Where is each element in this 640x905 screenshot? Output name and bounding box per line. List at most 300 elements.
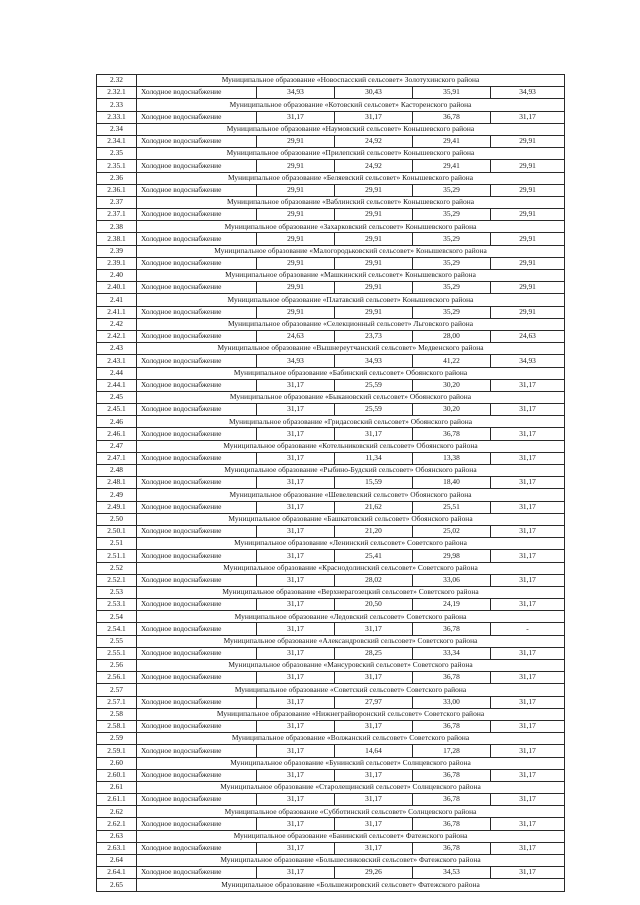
- tariff-value-3: 18,40: [413, 477, 491, 489]
- sub-row-number: 2.49.1: [97, 501, 137, 513]
- municipality-name: Муниципальное образование «Мансуровский сельсовет» Советского района: [137, 660, 565, 672]
- municipality-name: Муниципальное образование «Малогородьковский сельсовет» Конышевского района: [137, 245, 565, 257]
- row-number: 2.58: [97, 708, 137, 720]
- municipality-row: [97, 245, 565, 257]
- tariff-row: [97, 501, 565, 513]
- tariff-row: [97, 306, 565, 318]
- municipality-name: Муниципальное образование «Ваблинский сельсовет» Конышевского района: [137, 196, 565, 208]
- tariff-value-4: 31,17: [491, 452, 565, 464]
- tariff-value-4: 31,17: [491, 842, 565, 854]
- tariff-value-1: 31,17: [257, 647, 335, 659]
- tariff-value-1: 29,91: [257, 282, 335, 294]
- municipality-name: Муниципальное образование «Ледовский сельсовет» Советского района: [137, 611, 565, 623]
- municipality-name: Муниципальное образование «Прилепский сельсовет» Конышевского района: [137, 148, 565, 160]
- sub-row-number: 2.64.1: [97, 867, 137, 879]
- row-number: 2.62: [97, 806, 137, 818]
- service-name: Холодное водоснабжение: [137, 160, 257, 172]
- tariff-value-2: 31,17: [335, 720, 413, 732]
- tariff-row: [97, 745, 565, 757]
- tariff-value-4: 31,17: [491, 111, 565, 123]
- tariff-value-1: 31,17: [257, 623, 335, 635]
- tariff-value-1: 31,17: [257, 794, 335, 806]
- row-number: 2.43: [97, 343, 137, 355]
- row-number: 2.46: [97, 416, 137, 428]
- service-name: Холодное водоснабжение: [137, 379, 257, 391]
- tariff-value-1: 29,91: [257, 257, 335, 269]
- sub-row-number: 2.34.1: [97, 135, 137, 147]
- sub-row-number: 2.57.1: [97, 696, 137, 708]
- municipality-row: [97, 879, 565, 891]
- service-name: Холодное водоснабжение: [137, 209, 257, 221]
- tariff-value-3: 36,78: [413, 794, 491, 806]
- tariff-row: [97, 330, 565, 342]
- municipality-name: Муниципальное образование «Беляевский сельсовет» Конышевского района: [137, 172, 565, 184]
- tariff-value-3: 36,78: [413, 623, 491, 635]
- sub-row-number: 2.52.1: [97, 574, 137, 586]
- tariff-value-1: 31,17: [257, 599, 335, 611]
- tariff-row: [97, 355, 565, 367]
- service-name: Холодное водоснабжение: [137, 818, 257, 830]
- row-number: 2.42: [97, 318, 137, 330]
- row-number: 2.53: [97, 586, 137, 598]
- tariff-value-3: 34,53: [413, 867, 491, 879]
- municipality-row: [97, 391, 565, 403]
- tariff-row: [97, 550, 565, 562]
- row-number: 2.60: [97, 757, 137, 769]
- tariff-row: [97, 184, 565, 196]
- tariff-value-1: 31,17: [257, 720, 335, 732]
- tariff-value-3: 35,91: [413, 87, 491, 99]
- tariff-value-4: 31,17: [491, 647, 565, 659]
- service-name: Холодное водоснабжение: [137, 501, 257, 513]
- tariff-value-4: 31,17: [491, 428, 565, 440]
- municipality-row: [97, 806, 565, 818]
- tariff-value-3: 33,34: [413, 647, 491, 659]
- sub-row-number: 2.42.1: [97, 330, 137, 342]
- municipality-row: [97, 123, 565, 135]
- municipality-name: Муниципальное образование «Котельниковский сельсовет» Обоянского района: [137, 440, 565, 452]
- municipality-row: [97, 489, 565, 501]
- tariff-value-3: 36,78: [413, 769, 491, 781]
- municipality-name: Муниципальное образование «Краснодолинский сельсовет» Советского района: [137, 562, 565, 574]
- tariff-value-2: 29,91: [335, 282, 413, 294]
- row-number: 2.48: [97, 465, 137, 477]
- tariff-document: [96, 74, 564, 892]
- tariff-value-2: 24,92: [335, 135, 413, 147]
- tariff-value-4: 31,17: [491, 477, 565, 489]
- tariff-row: [97, 477, 565, 489]
- tariff-value-4: 31,17: [491, 818, 565, 830]
- tariff-value-3: 29,41: [413, 160, 491, 172]
- tariff-row: [97, 720, 565, 732]
- municipality-row: [97, 538, 565, 550]
- tariff-value-2: 30,43: [335, 87, 413, 99]
- service-name: Холодное водоснабжение: [137, 184, 257, 196]
- municipality-row: [97, 270, 565, 282]
- sub-row-number: 2.36.1: [97, 184, 137, 196]
- tariff-value-2: 31,17: [335, 818, 413, 830]
- service-name: Холодное водоснабжение: [137, 745, 257, 757]
- municipality-name: Муниципальное образование «Платавский сельсовет» Конышевского района: [137, 294, 565, 306]
- sub-row-number: 2.58.1: [97, 720, 137, 732]
- municipality-row: [97, 221, 565, 233]
- sub-row-number: 2.40.1: [97, 282, 137, 294]
- municipality-row: [97, 196, 565, 208]
- tariff-value-2: 31,17: [335, 623, 413, 635]
- tariff-value-2: 31,17: [335, 672, 413, 684]
- row-number: 2.54: [97, 611, 137, 623]
- tariff-value-3: 35,29: [413, 282, 491, 294]
- tariff-row: [97, 160, 565, 172]
- tariff-value-4: 29,91: [491, 160, 565, 172]
- tariff-value-1: 29,91: [257, 160, 335, 172]
- service-name: Холодное водоснабжение: [137, 550, 257, 562]
- tariff-value-1: 31,17: [257, 404, 335, 416]
- tariff-value-1: 29,91: [257, 306, 335, 318]
- tariff-value-1: 31,17: [257, 769, 335, 781]
- municipality-row: [97, 830, 565, 842]
- municipality-row: [97, 367, 565, 379]
- tariff-row: [97, 672, 565, 684]
- tariff-value-2: 29,91: [335, 184, 413, 196]
- tariff-value-3: 28,00: [413, 330, 491, 342]
- tariff-value-2: 28,02: [335, 574, 413, 586]
- service-name: Холодное водоснабжение: [137, 135, 257, 147]
- municipality-name: Муниципальное образование «Большежировский сельсовет» Фатежского района: [137, 879, 565, 891]
- service-name: Холодное водоснабжение: [137, 257, 257, 269]
- tariff-value-4: 31,17: [491, 550, 565, 562]
- tariff-row: [97, 87, 565, 99]
- municipality-name: Муниципальное образование «Нижнеграйворонский сельсовет» Советского района: [137, 708, 565, 720]
- tariff-value-3: 36,78: [413, 428, 491, 440]
- row-number: 2.41: [97, 294, 137, 306]
- municipality-row: [97, 611, 565, 623]
- sub-row-number: 2.62.1: [97, 818, 137, 830]
- municipality-row: [97, 781, 565, 793]
- tariff-value-3: 33,06: [413, 574, 491, 586]
- municipality-row: [97, 733, 565, 745]
- tariff-value-2: 25,59: [335, 379, 413, 391]
- row-number: 2.49: [97, 489, 137, 501]
- sub-row-number: 2.43.1: [97, 355, 137, 367]
- tariff-value-1: 31,17: [257, 525, 335, 537]
- sub-row-number: 2.56.1: [97, 672, 137, 684]
- row-number: 2.35: [97, 148, 137, 160]
- sub-row-number: 2.63.1: [97, 842, 137, 854]
- service-name: Холодное водоснабжение: [137, 404, 257, 416]
- row-number: 2.55: [97, 635, 137, 647]
- tariff-row: [97, 257, 565, 269]
- tariff-value-4: 34,93: [491, 87, 565, 99]
- tariff-value-2: 23,73: [335, 330, 413, 342]
- municipality-name: Муниципальное образование «Старолещинский сельсовет» Солнцевского района: [137, 781, 565, 793]
- tariff-value-4: 31,17: [491, 867, 565, 879]
- sub-row-number: 2.53.1: [97, 599, 137, 611]
- tariff-value-1: 31,17: [257, 842, 335, 854]
- municipality-name: Муниципальное образование «Новоспасский сельсовет» Золотухинского района: [137, 75, 565, 87]
- tariff-value-1: 29,91: [257, 184, 335, 196]
- municipality-row: [97, 855, 565, 867]
- tariff-value-1: 31,17: [257, 111, 335, 123]
- sub-row-number: 2.33.1: [97, 111, 137, 123]
- sub-row-number: 2.54.1: [97, 623, 137, 635]
- sub-row-number: 2.35.1: [97, 160, 137, 172]
- tariff-value-3: 30,20: [413, 404, 491, 416]
- tariff-value-3: 30,20: [413, 379, 491, 391]
- tariff-row: [97, 867, 565, 879]
- municipality-name: Муниципальное образование «Советский сельсовет» Советского района: [137, 684, 565, 696]
- municipality-name: Муниципальное образование «Машкинский сельсовет» Конышевского района: [137, 270, 565, 282]
- tariff-value-4: 31,17: [491, 574, 565, 586]
- row-number: 2.44: [97, 367, 137, 379]
- tariff-value-1: 31,17: [257, 550, 335, 562]
- service-name: Холодное водоснабжение: [137, 355, 257, 367]
- tariff-value-4: 31,17: [491, 404, 565, 416]
- tariff-value-3: 36,78: [413, 111, 491, 123]
- tariff-value-1: 34,93: [257, 355, 335, 367]
- tariff-value-4: 31,17: [491, 501, 565, 513]
- service-name: Холодное водоснабжение: [137, 647, 257, 659]
- tariff-value-4: 34,93: [491, 355, 565, 367]
- row-number: 2.61: [97, 781, 137, 793]
- sub-row-number: 2.50.1: [97, 525, 137, 537]
- service-name: Холодное водоснабжение: [137, 720, 257, 732]
- tariff-value-4: 29,91: [491, 135, 565, 147]
- municipality-row: [97, 465, 565, 477]
- sub-row-number: 2.44.1: [97, 379, 137, 391]
- service-name: Холодное водоснабжение: [137, 696, 257, 708]
- sub-row-number: 2.45.1: [97, 404, 137, 416]
- tariff-value-4: 31,17: [491, 769, 565, 781]
- tariff-row: [97, 452, 565, 464]
- tariff-value-2: 11,34: [335, 452, 413, 464]
- service-name: Холодное водоснабжение: [137, 672, 257, 684]
- service-name: Холодное водоснабжение: [137, 330, 257, 342]
- municipality-name: Муниципальное образование «Бунинский сельсовет» Солнцевского района: [137, 757, 565, 769]
- municipality-name: Муниципальное образование «Банинский сельсовет» Фатежского района: [137, 830, 565, 842]
- tariff-value-2: 29,91: [335, 306, 413, 318]
- tariff-value-3: 36,78: [413, 720, 491, 732]
- tariff-value-2: 29,26: [335, 867, 413, 879]
- tariff-row: [97, 135, 565, 147]
- tariff-value-4: 29,91: [491, 233, 565, 245]
- tariff-value-3: 33,00: [413, 696, 491, 708]
- tariff-row: [97, 525, 565, 537]
- service-name: Холодное водоснабжение: [137, 452, 257, 464]
- municipality-row: [97, 318, 565, 330]
- tariff-row: [97, 111, 565, 123]
- municipality-row: [97, 660, 565, 672]
- row-number: 2.32: [97, 75, 137, 87]
- tariff-value-2: 31,17: [335, 794, 413, 806]
- tariff-value-2: 34,93: [335, 355, 413, 367]
- municipality-row: [97, 99, 565, 111]
- tariff-value-1: 31,17: [257, 452, 335, 464]
- service-name: Холодное водоснабжение: [137, 111, 257, 123]
- tariff-value-4: 31,17: [491, 525, 565, 537]
- municipality-row: [97, 148, 565, 160]
- tariff-value-3: 35,29: [413, 306, 491, 318]
- municipality-name: Муниципальное образование «Быкановский сельсовет» Обоянского района: [137, 391, 565, 403]
- row-number: 2.33: [97, 99, 137, 111]
- service-name: Холодное водоснабжение: [137, 233, 257, 245]
- tariff-table-body: [97, 75, 565, 892]
- row-number: 2.47: [97, 440, 137, 452]
- tariff-value-1: 31,17: [257, 818, 335, 830]
- tariff-value-4: 29,91: [491, 282, 565, 294]
- municipality-row: [97, 513, 565, 525]
- tariff-value-3: 25,51: [413, 501, 491, 513]
- row-number: 2.38: [97, 221, 137, 233]
- tariff-value-1: 24,63: [257, 330, 335, 342]
- tariff-row: [97, 647, 565, 659]
- service-name: Холодное водоснабжение: [137, 282, 257, 294]
- municipality-name: Муниципальное образование «Котовский сельсовет» Касторенского района: [137, 99, 565, 111]
- municipality-name: Муниципальное образование «Ленинский сельсовет» Советского района: [137, 538, 565, 550]
- tariff-value-2: 31,17: [335, 842, 413, 854]
- tariff-value-3: 24,19: [413, 599, 491, 611]
- tariff-value-3: 17,28: [413, 745, 491, 757]
- municipality-name: Муниципальное образование «Рыбино-Будский сельсовет» Обоянского района: [137, 465, 565, 477]
- service-name: Холодное водоснабжение: [137, 769, 257, 781]
- row-number: 2.37: [97, 196, 137, 208]
- municipality-name: Муниципальное образование «Селекционный сельсовет» Льговского района: [137, 318, 565, 330]
- tariff-value-4: 29,91: [491, 306, 565, 318]
- tariff-value-2: 21,20: [335, 525, 413, 537]
- tariff-value-1: 31,17: [257, 477, 335, 489]
- tariff-value-1: 34,93: [257, 87, 335, 99]
- row-number: 2.50: [97, 513, 137, 525]
- tariff-value-4: 31,17: [491, 745, 565, 757]
- tariff-value-2: 29,91: [335, 209, 413, 221]
- sub-row-number: 2.51.1: [97, 550, 137, 562]
- tariff-value-3: 25,02: [413, 525, 491, 537]
- tariff-value-1: 31,17: [257, 672, 335, 684]
- tariff-value-2: 20,50: [335, 599, 413, 611]
- sub-row-number: 2.32.1: [97, 87, 137, 99]
- sub-row-number: 2.39.1: [97, 257, 137, 269]
- row-number: 2.39: [97, 245, 137, 257]
- service-name: Холодное водоснабжение: [137, 599, 257, 611]
- tariff-value-3: 35,29: [413, 257, 491, 269]
- sub-row-number: 2.47.1: [97, 452, 137, 464]
- municipality-row: [97, 172, 565, 184]
- row-number: 2.57: [97, 684, 137, 696]
- municipality-name: Муниципальное образование «Субботинский сельсовет» Солнцевского района: [137, 806, 565, 818]
- tariff-value-1: 31,17: [257, 574, 335, 586]
- service-name: Холодное водоснабжение: [137, 842, 257, 854]
- tariff-value-2: 27,97: [335, 696, 413, 708]
- service-name: Холодное водоснабжение: [137, 477, 257, 489]
- municipality-name: Муниципальное образование «Верхнерагозецкий сельсовет» Советского района: [137, 586, 565, 598]
- tariff-value-2: 14,64: [335, 745, 413, 757]
- sub-row-number: 2.46.1: [97, 428, 137, 440]
- tariff-value-2: 29,91: [335, 233, 413, 245]
- tariff-value-2: 28,25: [335, 647, 413, 659]
- tariff-value-2: 15,59: [335, 477, 413, 489]
- municipality-row: [97, 757, 565, 769]
- tariff-row: [97, 428, 565, 440]
- municipality-name: Муниципальное образование «Большесинковский сельсовет» Фатежского района: [137, 855, 565, 867]
- tariff-value-1: 31,17: [257, 501, 335, 513]
- tariff-row: [97, 794, 565, 806]
- row-number: 2.63: [97, 830, 137, 842]
- row-number: 2.34: [97, 123, 137, 135]
- tariff-value-1: 29,91: [257, 209, 335, 221]
- tariff-value-3: 35,29: [413, 233, 491, 245]
- service-name: Холодное водоснабжение: [137, 428, 257, 440]
- service-name: Холодное водоснабжение: [137, 623, 257, 635]
- tariff-value-4: 24,63: [491, 330, 565, 342]
- tariff-value-4: 29,91: [491, 184, 565, 196]
- tariff-value-3: 36,78: [413, 842, 491, 854]
- tariff-value-2: 31,17: [335, 428, 413, 440]
- service-name: Холодное водоснабжение: [137, 525, 257, 537]
- tariff-table: [96, 74, 565, 892]
- tariff-value-2: 25,59: [335, 404, 413, 416]
- tariff-value-1: 31,17: [257, 745, 335, 757]
- row-number: 2.64: [97, 855, 137, 867]
- tariff-row: [97, 818, 565, 830]
- municipality-row: [97, 343, 565, 355]
- tariff-value-3: 36,78: [413, 672, 491, 684]
- tariff-value-2: 31,17: [335, 769, 413, 781]
- municipality-name: Муниципальное образование «Шевелевский сельсовет» Обоянского района: [137, 489, 565, 501]
- municipality-row: [97, 562, 565, 574]
- row-number: 2.40: [97, 270, 137, 282]
- municipality-row: [97, 586, 565, 598]
- municipality-row: [97, 708, 565, 720]
- tariff-row: [97, 233, 565, 245]
- tariff-value-4: 31,17: [491, 696, 565, 708]
- tariff-row: [97, 769, 565, 781]
- tariff-value-4: -: [491, 623, 565, 635]
- sub-row-number: 2.59.1: [97, 745, 137, 757]
- sub-row-number: 2.41.1: [97, 306, 137, 318]
- tariff-row: [97, 696, 565, 708]
- tariff-value-3: 35,29: [413, 209, 491, 221]
- row-number: 2.51: [97, 538, 137, 550]
- municipality-name: Муниципальное образование «Захарковский сельсовет» Конышевского района: [137, 221, 565, 233]
- service-name: Холодное водоснабжение: [137, 574, 257, 586]
- row-number: 2.36: [97, 172, 137, 184]
- row-number: 2.52: [97, 562, 137, 574]
- tariff-value-1: 29,91: [257, 233, 335, 245]
- row-number: 2.59: [97, 733, 137, 745]
- service-name: Холодное водоснабжение: [137, 867, 257, 879]
- sub-row-number: 2.48.1: [97, 477, 137, 489]
- municipality-name: Муниципальное образование «Волжанский сельсовет» Советского района: [137, 733, 565, 745]
- municipality-row: [97, 294, 565, 306]
- tariff-row: [97, 404, 565, 416]
- sub-row-number: 2.37.1: [97, 209, 137, 221]
- sub-row-number: 2.55.1: [97, 647, 137, 659]
- tariff-value-1: 31,17: [257, 379, 335, 391]
- municipality-row: [97, 440, 565, 452]
- sub-row-number: 2.38.1: [97, 233, 137, 245]
- municipality-name: Муниципальное образование «Башкатовский сельсовет» Обоянского района: [137, 513, 565, 525]
- municipality-name: Муниципальное образование «Бабинский сельсовет» Обоянского района: [137, 367, 565, 379]
- tariff-row: [97, 599, 565, 611]
- municipality-row: [97, 684, 565, 696]
- tariff-value-3: 29,41: [413, 135, 491, 147]
- tariff-value-3: 36,78: [413, 818, 491, 830]
- tariff-value-2: 29,91: [335, 257, 413, 269]
- row-number: 2.45: [97, 391, 137, 403]
- tariff-value-4: 31,17: [491, 672, 565, 684]
- service-name: Холодное водоснабжение: [137, 87, 257, 99]
- service-name: Холодное водоснабжение: [137, 794, 257, 806]
